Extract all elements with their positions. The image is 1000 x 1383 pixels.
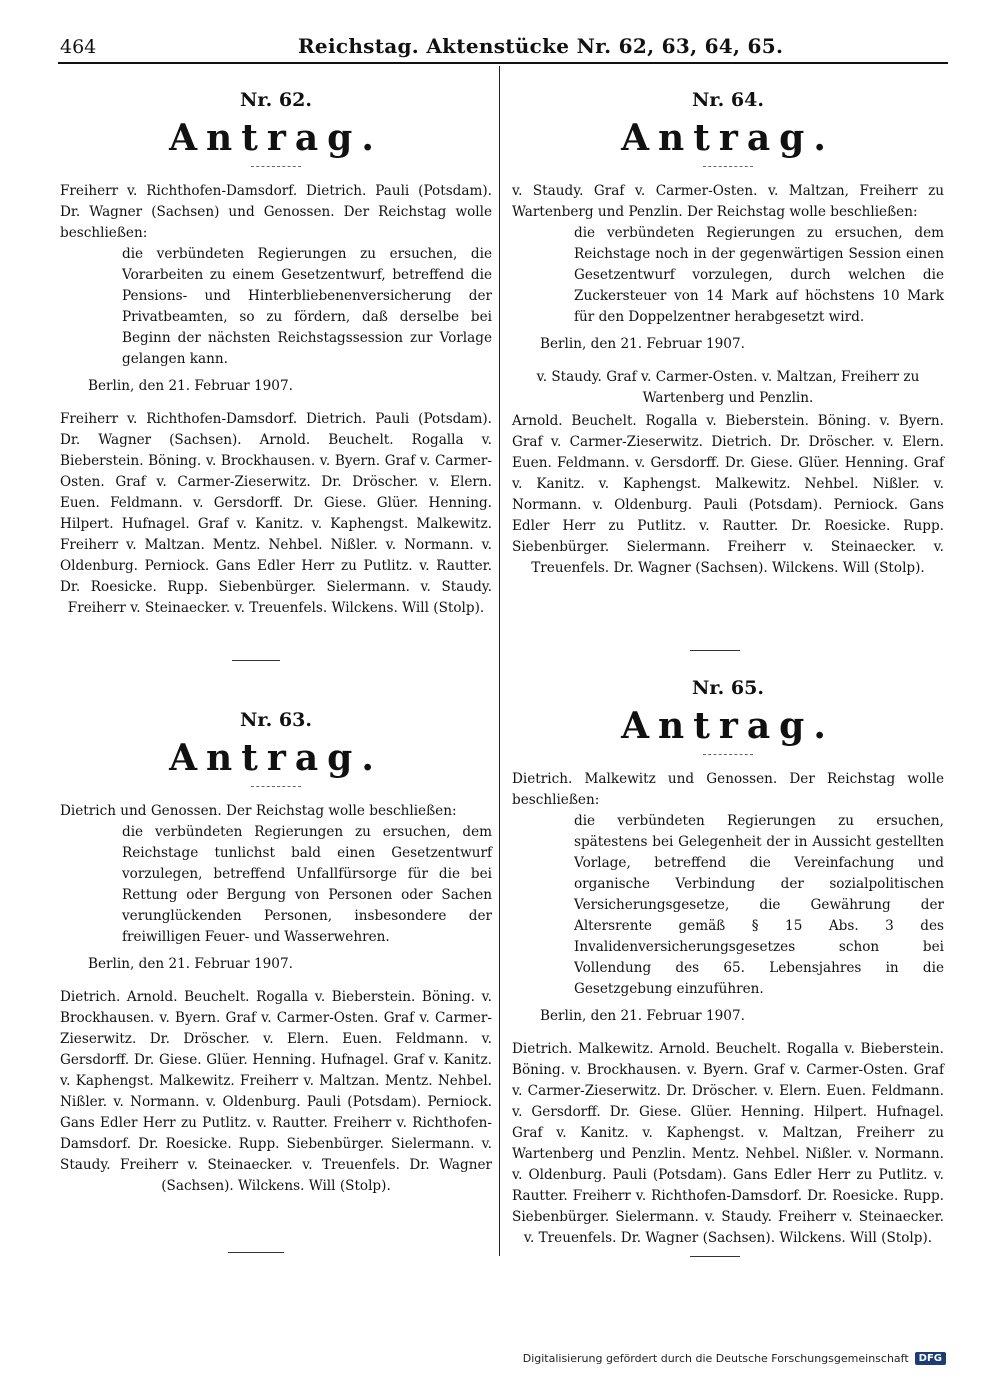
header-rule <box>58 62 948 64</box>
dfg-logo: DFG <box>915 1352 946 1365</box>
signers-list: Dietrich. Malkewitz. Arnold. Beuchelt. Rogalla v. Bieberstein. Böning. v. Brockhausen. v. Byern. Graf v. Carmer-Osten. Graf v. Carmer-Zieserwitz. Dr. Dröscher. v. Elern. Euen. Feldmann. v. Gersdorff. Dr. Giese. Glüer. Henning. Hilpert. Hufnagel. Graf v. Kanitz. v. Kaphengst. v. Maltzan, Freiherr zu Wartenberg und Penzlin. Mentz. Nehbel. Nißler. v. Normann. v. Oldenburg. Pauli (Potsdam). Gans Edler Herr zu Putlitz. v. Rautter. Freiherr v. Richthofen-Damsdorf. Dr. Roesicke. Rupp. Siebenbürger. Sielermann. v. Staudy. Freiherr v. Steinaecker. v. Treuenfels. Dr. Wagner (Sachsen). Wilckens. Will (Stolp). <box>512 1041 944 1246</box>
article-number: Nr. 65. <box>692 677 764 699</box>
article-number: Nr. 62. <box>240 89 312 111</box>
resolution-text: die verbündeten Regierungen zu ersuchen, dem Reichstage tunlichst bald einen Gesetzentwurf vorzulegen, betreffend Unfallfürsorge für die bei Rettung oder Bergung von Personen oder Sachen verunglückenden Personen, insbesondere der freiwilligen Feuer- und Wasserwehren. <box>122 824 492 945</box>
signers-list: Arnold. Beuchelt. Rogalla v. Bieberstein. Böning. v. Byern. Graf v. Carmer-Zieserwitz. Dietrich. Dr. Dröscher. v. Elern. Euen. Feldmann. v. Gersdorff. Dr. Giese. Glüer. Henning. Graf v. Kanitz. v. Kaphengst. Malkewitz. Nehbel. Nißler. v. Normann. v. Oldenburg. Pauli (Potsdam). Perniock. Gans Edler Herr zu Putlitz. v. Rautter. Dr. Roesicke. Rupp. Siebenbürger. Sielermann. Freiherr v. Steinaecker. v. Treuenfels. Dr. Wagner (Sachsen). Wilckens. Will (Stolp). <box>512 413 944 576</box>
date-line: Berlin, den 21. Februar 1907. <box>540 1008 745 1024</box>
article-nr62 <box>60 86 492 619</box>
signers-list: Dietrich. Arnold. Beuchelt. Rogalla v. Bieberstein. Böning. v. Brockhausen. v. Byern. Graf v. Carmer-Osten. Graf v. Carmer-Zieserwitz. Dr. Dröscher. v. Elern. Euen. Feldmann. v. Gersdorff. Dr. Giese. Glüer. Henning. Hufnagel. Graf v. Kanitz. v. Kaphengst. Malkewitz. Freiherr v. Maltzan. Mentz. Nehbel. Nißler. v. Normann. v. Oldenburg. Pauli (Potsdam). Perniock. Gans Edler Herr zu Putlitz. v. Rautter. Freiherr v. Richthofen-Damsdorf. Dr. Roesicke. Rupp. Siebenbürger. Sielermann. v. Staudy. Freiherr v. Steinaecker. v. Treuenfels. Dr. Wagner (Sachsen). Wilckens. Will (Stolp). <box>60 989 492 1194</box>
section-rule <box>690 1256 740 1257</box>
article-nr63 <box>60 706 492 1197</box>
article-title: Antrag. <box>621 117 835 159</box>
signers-list: Freiherr v. Richthofen-Damsdorf. Dietrich. Pauli (Potsdam). Dr. Wagner (Sachsen). Arnold. Beuchelt. Rogalla v. Bieberstein. Böning. v. Brockhausen. v. Byern. Graf v. Carmer-Osten. Graf v. Carmer-Zieserwitz. Dr. Dröscher. v. Elern. Euen. Feldmann. v. Gersdorff. Dr. Giese. Glüer. Henning. Hilpert. Hufnagel. Graf v. Kanitz. v. Kaphengst. Malkewitz. Freiherr v. Maltzan. Mentz. Nehbel. Nißler. v. Normann. v. Oldenburg. Perniock. Gans Edler Herr zu Putlitz. v. Rautter. Dr. Roesicke. Rupp. Siebenbürger. Sielermann. v. Staudy. Freiherr v. Steinaecker. v. Treuenfels. Wilckens. Will (Stolp). <box>60 411 492 616</box>
page-number: 464 <box>60 36 97 58</box>
article-title: Antrag. <box>621 705 835 747</box>
footer-credit <box>523 1352 946 1365</box>
article-title: Antrag. <box>169 737 383 779</box>
article-nr64 <box>512 86 944 579</box>
resolution-text: die verbündeten Regierungen zu ersuchen, die Vorarbeiten zu einem Gesetzentwurf, betreffend die Pensions- und Hinterbliebenenversicherung der Privatbeamten, so zu fördern, daß derselbe bei Beginn der nächsten Reichstagssession zur Vorlage gelangen kann. <box>122 246 492 367</box>
sponsors-text: Dietrich und Genossen. Der Reichstag wolle beschließen: <box>60 803 457 819</box>
title-ornament <box>703 166 753 167</box>
section-rule <box>228 1252 284 1253</box>
date-line: Berlin, den 21. Februar 1907. <box>88 378 293 394</box>
sponsors-text: Freiherr v. Richthofen-Damsdorf. Dietrich. Pauli (Potsdam). Dr. Wagner (Sachsen) und Genossen. Der Reichstag wolle beschließen: <box>60 183 492 241</box>
article-title: Antrag. <box>169 117 383 159</box>
article-number: Nr. 63. <box>240 709 312 731</box>
title-ornament <box>251 166 301 167</box>
article-number: Nr. 64. <box>692 89 764 111</box>
resolution-text: die verbündeten Regierungen zu ersuchen, spätestens bei Gelegenheit der in Aussicht gestellten Vorlage, betreffend die Vereinfachung und organische Verbindung der sozialpolitischen Versicherungsgesetze, die Gewährung der Altersrente gemäß § 15 Abs. 3 des Invalidenversicherungsgesetzes schon bei Vollendung des 65. Lebensjahres in die Gesetzgebung einzuführen. <box>574 813 944 997</box>
signers-head: v. Staudy. Graf v. Carmer-Osten. v. Maltzan, Freiherr zu Wartenberg und Penzlin. <box>536 369 920 406</box>
column-divider <box>499 66 500 1256</box>
sponsors-text: Dietrich. Malkewitz und Genossen. Der Reichstag wolle beschließen: <box>512 771 944 808</box>
running-title: Reichstag. Aktenstücke Nr. 62, 63, 64, 65. <box>298 34 784 58</box>
section-rule <box>232 660 280 661</box>
title-ornament <box>703 754 753 755</box>
credit-text: Digitalisierung gefördert durch die Deutsche Forschungsgemeinschaft <box>522 1352 909 1365</box>
date-line: Berlin, den 21. Februar 1907. <box>88 956 293 972</box>
section-rule <box>690 650 740 651</box>
page-header <box>58 32 948 64</box>
sponsors-text: v. Staudy. Graf v. Carmer-Osten. v. Maltzan, Freiherr zu Wartenberg und Penzlin. Der Reichstag wolle beschließen: <box>512 183 944 220</box>
date-line: Berlin, den 21. Februar 1907. <box>540 336 745 352</box>
article-nr65 <box>512 674 944 1249</box>
resolution-text: die verbündeten Regierungen zu ersuchen, dem Reichstage noch in der gegenwärtigen Session einen Gesetzentwurf vorzulegen, durch welchen die Zuckersteuer von 14 Mark auf höchstens 10 Mark für den Doppelzentner herabgesetzt wird. <box>574 225 944 325</box>
title-ornament <box>251 786 301 787</box>
